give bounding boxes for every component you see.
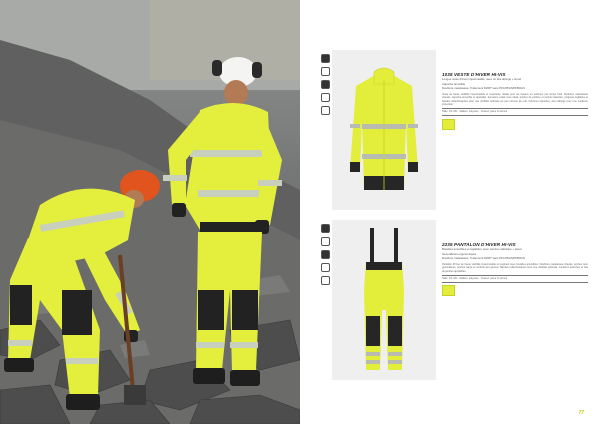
product-meta: Taille: XS–4XL · Matière: polyester · Couleur: jaune hi-vis/noir	[442, 110, 508, 113]
bullet: Longue veste d'hiver imperméable, avec un dos allongé + Hood	[442, 77, 521, 81]
catalog-page	[300, 0, 600, 424]
jacket-image	[332, 50, 436, 210]
divider	[442, 108, 588, 109]
page-number: 77	[578, 410, 584, 416]
product-trousers	[318, 220, 588, 380]
jacket-info	[442, 72, 588, 130]
eco-icon	[321, 276, 330, 285]
product-title: 1035 VESTE D'HIVER HI-VIS	[442, 72, 506, 77]
cold-icon	[321, 263, 330, 272]
product-description: Veste de haute visibilité imperméable et respirante, idéale pour les travaux en extérieur par temps froid. Doublure matelassée chaude, capuche amovible et ajustable, fermeture éclair sous rabat, poches de poitrine et poches latérales, poignets réglables et bandes réfléchissantes pour une visibilité optimale de jour comme de nuit. Coutures étanches, dos rallongé pour une meilleure protection.	[442, 92, 588, 106]
bullet: Bretelles amovibles et réglables, avec ceinture élastique + Hood	[442, 247, 522, 251]
bullet: Capuche amovible	[442, 81, 466, 86]
product-jacket	[318, 50, 588, 210]
product-title: 2235 PANTALON D'HIVER HI-VIS	[442, 242, 516, 247]
hi-vis-icon	[321, 237, 330, 246]
product-meta: Taille: XS–4XL · Matière: polyester · Couleur: jaune hi-vis/noir	[442, 276, 508, 280]
rain-icon	[321, 80, 330, 89]
hi-vis-icon	[321, 67, 330, 76]
divider	[442, 275, 588, 276]
shield-icon	[321, 54, 330, 63]
color-swatch	[442, 285, 455, 296]
divider	[442, 115, 588, 116]
cold-icon	[321, 93, 330, 102]
eco-icon	[321, 106, 330, 115]
rain-icon	[321, 250, 330, 259]
trousers-info	[442, 242, 588, 296]
divider	[442, 282, 588, 283]
bullet: Doublure matelassée. Traitement DWR* sans PFC/PFAS/PFBOAS	[442, 256, 525, 261]
product-description: Pantalon d'hiver de haute visibilité imperméable et respirant avec bretelles amovibles. Doublure matelassée chaude, poches pour genouillères, poches cargo et renforts aux genoux. Bandes réfléchissantes pour une visibilité optimale. Coutures étanches et bas de jambes ajustables.	[442, 262, 588, 273]
bullet: Genouillères ergonomiques	[442, 251, 477, 256]
bullet: Doublure matelassée. Traitement DWR* sans PFC/PFAS/PFBOAS	[442, 86, 525, 91]
color-swatch	[442, 119, 455, 130]
shield-icon	[321, 224, 330, 233]
trousers-image	[332, 220, 436, 380]
